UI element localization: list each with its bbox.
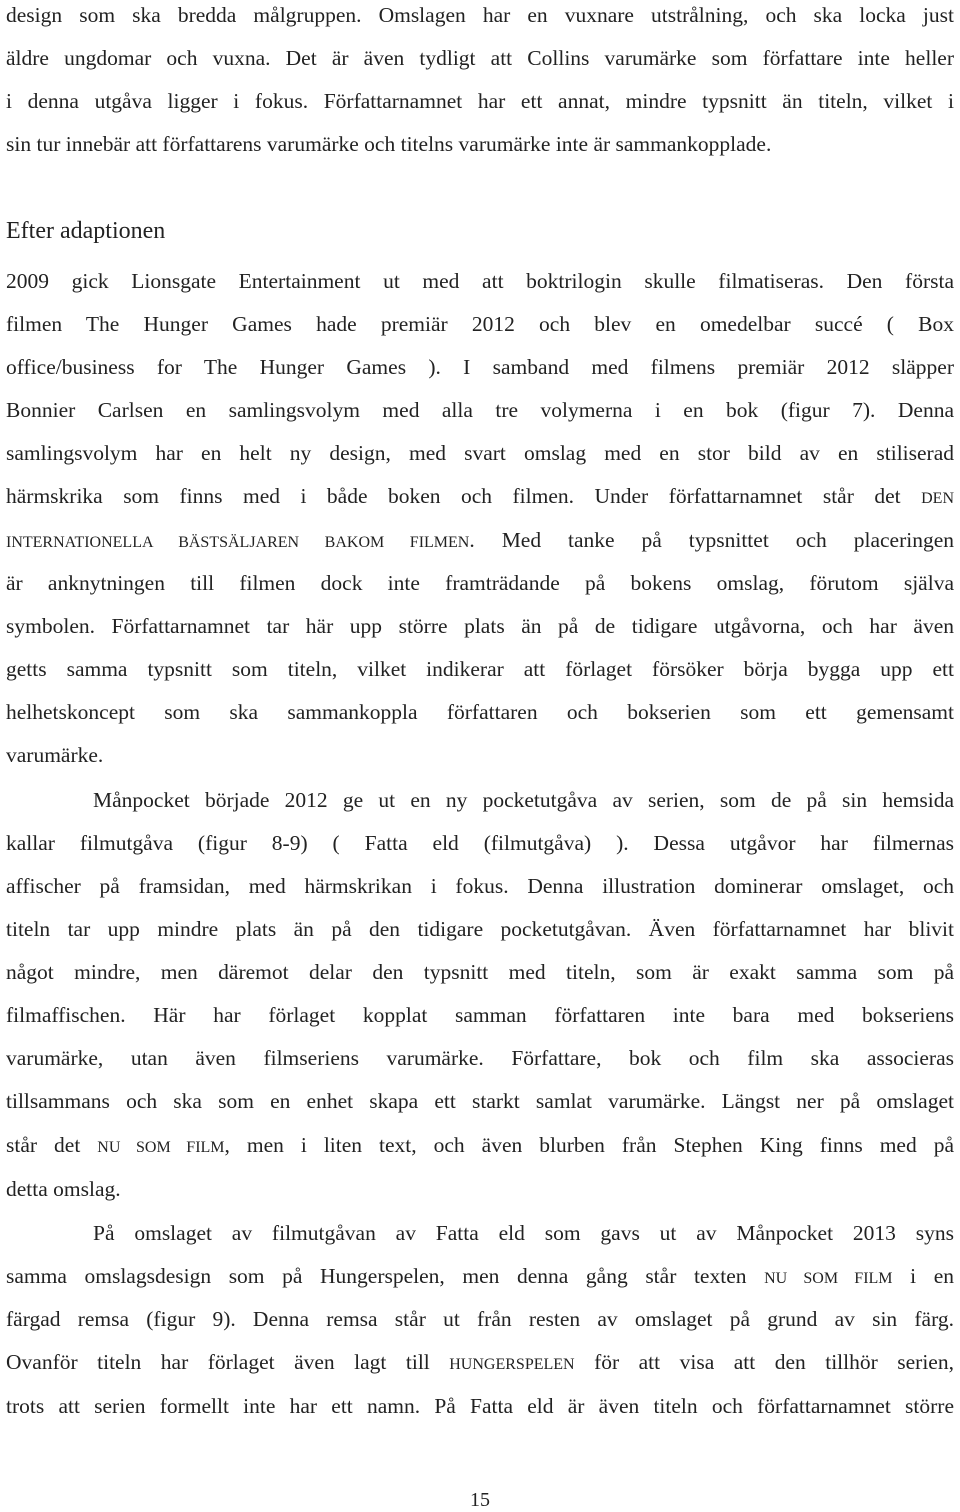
line-text: Ovanför titeln har förlaget även lagt till (6, 1350, 450, 1374)
paragraph-line: färgad remsa (figur 9). Denna remsa står ut från resten av omslaget på grund av sin färg. (6, 1307, 954, 1331)
line-text: i en (910, 1264, 954, 1288)
paragraph-line: kallar filmutgåva (figur 8-9) ( Fatta eld (filmutgåva) ). Dessa utgåvor har filmernas (6, 831, 954, 855)
line-text: . Med tanke på typsnittet och placeringen (469, 528, 955, 552)
small-caps-text: NU SOM FILM (97, 1139, 225, 1156)
small-caps-text: INTERNATIONELLA BÄSTSÄLJAREN BAKOM FILMEN (6, 534, 470, 551)
paragraph-line: något mindre, men däremot delar den typsnitt med titeln, som är exakt samma som på (6, 960, 954, 984)
line-text: , men i liten text, och även blurben från Stephen King finns med på (224, 1133, 954, 1157)
paragraph-line (6, 1262, 954, 1293)
paragraph-line: getts samma typsnitt som titeln, vilket indikerar att förlaget försöker börja bygga upp ett (6, 657, 954, 681)
paragraph-line: Bonnier Carlsen en samlingsvolym med alla tre volymerna i en bok (figur 7). Denna (6, 398, 954, 422)
line-text: står det (6, 1133, 98, 1157)
paragraph-line: samlingsvolym har en helt ny design, med svart omslag med en stor bild av en stiliserad (6, 441, 954, 465)
page-number: 15 (470, 1489, 490, 1511)
paragraph-line: filmen The Hunger Games hade premiär 2012 och blev en omedelbar succé ( Box (6, 312, 954, 336)
paragraph-line: sin tur innebär att författarens varumärke och titelns varumärke inte är sammankopplade. (6, 132, 772, 156)
line-text: samma omslagsdesign som på Hungerspelen, men denna gång står texten (6, 1264, 765, 1288)
line-text: för att visa att den tillhör serien, (574, 1350, 954, 1374)
paragraph-line: titeln tar upp mindre plats än på den tidigare pocketutgåvan. Även författarnamnet har blivit (6, 917, 954, 941)
paragraph-line: 2009 gick Lionsgate Entertainment ut med att boktrilogin skulle filmatiseras. Den första (6, 269, 954, 293)
paragraph-line: office/business for The Hunger Games ). I samband med filmens premiär 2012 släpper (6, 355, 954, 379)
paragraph-line: tillsammans och ska som en enhet skapa ett starkt samlat varumärke. Längst ner på omslaget (6, 1089, 954, 1113)
paragraph-line (6, 1131, 954, 1162)
paragraph-line: filmaffischen. Här har förlaget kopplat samman författaren inte bara med bokseriens (6, 1003, 954, 1027)
paragraph-line: symbolen. Författarnamnet tar här upp större plats än på de tidigare utgåvorna, och har även (6, 614, 954, 638)
small-caps-text: NU SOM FILM (764, 1270, 893, 1287)
paragraph-line: På omslaget av filmutgåvan av Fatta eld som gavs ut av Månpocket 2013 syns (93, 1221, 954, 1245)
paragraph-line (6, 526, 954, 557)
paragraph-line: detta omslag. (6, 1177, 121, 1201)
paragraph-line: trots att serien formellt inte har ett namn. På Fatta eld är även titeln och författarnamnet större (6, 1394, 954, 1418)
paragraph-line: design som ska bredda målgruppen. Omslagen har en vuxnare utstrålning, och ska locka just (6, 3, 954, 27)
paragraph-line: i denna utgåva ligger i fokus. Författarnamnet har ett annat, mindre typsnitt än titeln, vilket i (6, 89, 954, 113)
paragraph-line: varumärke, utan även filmseriens varumärke. Författare, bok och film ska associeras (6, 1046, 954, 1070)
small-caps-text: DEN (921, 490, 955, 507)
paragraph-line: äldre ungdomar och vuxna. Det är även tydligt att Collins varumärke som författare inte heller (6, 46, 954, 70)
small-caps-text: HUNGERSPELEN (449, 1356, 575, 1373)
line-text: härmskrika som finns med i både boken och filmen. Under författarnamnet står det (6, 484, 901, 508)
paragraph-line: är anknytningen till filmen dock inte framträdande på bokens omslag, förutom själva (6, 571, 954, 595)
paragraph-line: varumärke. (6, 743, 104, 767)
paragraph-line (6, 1348, 954, 1379)
paragraph-line (6, 482, 954, 513)
paragraph-line: helhetskoncept som ska sammankoppla författaren och bokserien som ett gemensamt (6, 700, 954, 724)
paragraph-line: affischer på framsidan, med härmskrikan i fokus. Denna illustration dominerar omslaget, och (6, 874, 954, 898)
section-heading: Efter adaptionen (6, 218, 166, 244)
paragraph-line: Månpocket började 2012 ge ut en ny pocketutgåva av serien, som de på sin hemsida (93, 788, 954, 812)
